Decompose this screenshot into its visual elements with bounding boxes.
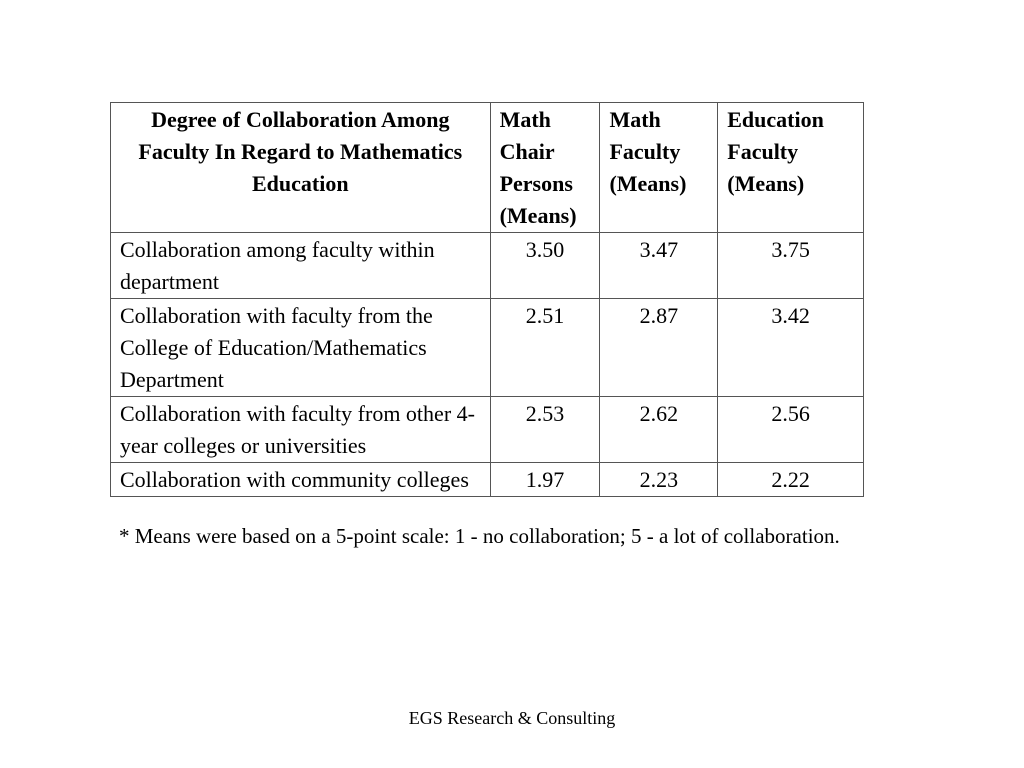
header-math-faculty: Math Faculty (Means) [600,103,718,233]
row-label: Collaboration with faculty from the College of Education/Mathematics Department [111,299,491,397]
table-row [111,463,864,497]
row-label: Collaboration with community colleges [111,463,491,497]
footer-organization: EGS Research & Consulting [408,708,616,728]
math-faculty-value: 3.47 [600,233,718,299]
math-chair-value: 3.50 [490,233,600,299]
math-chair-value: 2.53 [490,397,600,463]
table-footnote: * Means were based on a 5-point scale: 1 - no collaboration; 5 - a lot of collaboration. [119,524,840,548]
math-faculty-value: 2.62 [600,397,718,463]
table-header [111,103,864,233]
row-label: Collaboration among faculty within department [111,233,491,299]
math-faculty-value: 2.23 [600,463,718,497]
education-faculty-value: 2.56 [718,397,864,463]
header-degree-of-collaboration: Degree of Collaboration Among Faculty In Regard to Mathematics Education [111,103,491,233]
table-body [111,233,864,497]
math-chair-value: 1.97 [490,463,600,497]
header-row [111,103,864,233]
education-faculty-value: 2.22 [718,463,864,497]
education-faculty-value: 3.42 [718,299,864,397]
table-row [111,233,864,299]
header-math-chair-persons: Math Chair Persons (Means) [490,103,600,233]
header-education-faculty: Education Faculty (Means) [718,103,864,233]
table-row [111,397,864,463]
collaboration-means-table [110,102,864,497]
math-faculty-value: 2.87 [600,299,718,397]
education-faculty-value: 3.75 [718,233,864,299]
math-chair-value: 2.51 [490,299,600,397]
row-label: Collaboration with faculty from other 4-year colleges or universities [111,397,491,463]
table-row [111,299,864,397]
